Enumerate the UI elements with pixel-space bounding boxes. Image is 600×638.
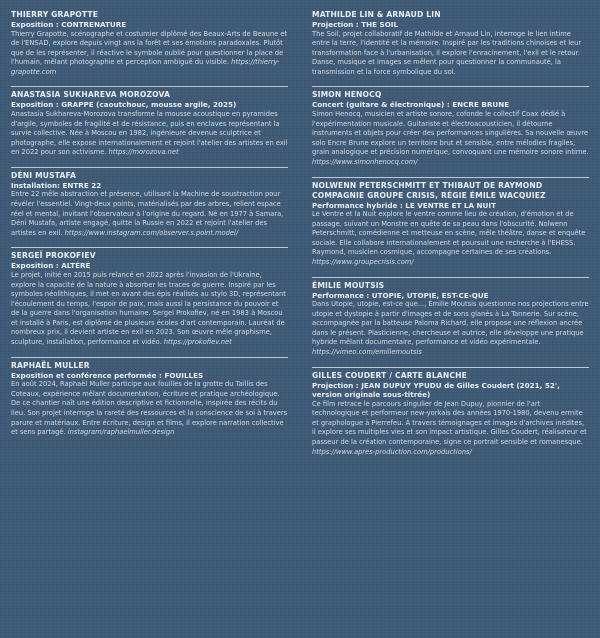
artist-entry [312, 367, 589, 458]
event-subtitle [312, 381, 589, 400]
event-details: (caoutchouc, mousse argile, 2025) [93, 100, 237, 110]
event-title: LE VENTRE ET LA NUIT [405, 200, 496, 210]
artist-entry [312, 86, 589, 167]
artist-description [312, 300, 589, 358]
event-subtitle [11, 371, 288, 381]
artist-entry [11, 357, 288, 438]
event-subtitle [11, 100, 288, 110]
artist-name: DÉNI MUSTAFA [11, 170, 76, 180]
event-subtitle [312, 201, 589, 211]
artist-entry [312, 177, 589, 268]
description-text: Simon Henocq, musicien et artiste sonore, cofonde le collectif Coax dédié à l'expérimentation musicale. Guitariste et électroacousticien, il détourne instruments et objets pour créer des performances singulières. Sa nouvelle œuvre solo Encre Brune explore un territoire brut et sensible, entre mélodies fragiles, grain analogique et précision numérique, convoquant une mémoire sonore intime. [312, 109, 589, 157]
event-type: Performance hybride : [312, 200, 406, 210]
event-title: ENCRE BRUNE [452, 100, 510, 110]
event-title: UTOPIE, UTOPIE, EST-CE-QUE [371, 290, 489, 300]
event-type: Exposition : [11, 100, 62, 110]
artist-entry [11, 10, 288, 77]
artist-name: SIMON HENOCQ [312, 90, 382, 100]
artist-name: THIERRY GRAPOTTE [11, 10, 99, 19]
event-type: Projection : [312, 380, 362, 390]
right-column [312, 10, 589, 638]
website-link[interactable]: instagram/raphaelmuller.design [67, 428, 175, 437]
website-link[interactable]: https://www.apres-production.com/productions/ [312, 447, 472, 456]
artist-entry [11, 247, 288, 347]
website-link[interactable]: https://www.groupecrisis.com/ [312, 258, 414, 266]
event-subtitle [11, 261, 288, 271]
event-title: THE SOIL [361, 20, 399, 29]
artist-description [11, 271, 288, 348]
artist-description [11, 380, 288, 438]
event-type: Exposition : [11, 261, 62, 271]
website-link[interactable]: https://prokofiev.net [163, 338, 232, 347]
description-text: Anastasia Sukhareva-Morozova transforme la mousse acoustique en pyramides d'argile, symboles de fragilité et de résistance, puis en enclaves représentant la survie collective. Née à Moscou en 1982, ingénieure devenue sculptrice et photographe, elle expose internationalement et rejoint l'atelier des artistes en exil en 2022 pour son activisme. [11, 109, 288, 157]
event-title: CONTRENATURE [61, 20, 127, 29]
artist-description [11, 30, 288, 78]
artist-entry [312, 277, 589, 358]
event-type: Performance : [312, 290, 372, 300]
artist-name: RAPHAËL MULLER [11, 360, 90, 370]
description-text: Ce film retrace le parcours singulier de Jean Dupuy, pionnier de l'art technologique et performeur new-yorkais des années 1970-1980, devenu ermite et graphologue à Pierrefeu. À travers témoignages et images d'archives inédites, il explore ses multiples vies et son impact artistique. Gilles Coudert, réalisateur et passeur de la création contemporaine, signe ce portrait sensible et romanesque. [312, 399, 587, 447]
website-link[interactable]: https://thierry-grapotte.com [11, 58, 280, 76]
artist-entry [312, 10, 589, 77]
artist-name: NOLWENN PETERSCHMITT ET THIBAUT DE RAYMOND COMPAGNIE GROUPE CRISIS, RÉGIE ÉMILE WACQUIEZ [312, 180, 546, 200]
event-title: GRAPPE [61, 100, 94, 110]
event-subtitle [312, 291, 589, 301]
event-type: Concert (guitare & électronique) : [312, 100, 453, 110]
event-subtitle [11, 20, 288, 30]
event-type: Projection : [312, 20, 362, 29]
artist-description [11, 110, 288, 158]
event-type: Exposition : [11, 20, 62, 29]
artist-name: SERGEÏ PROKOFIEV [11, 251, 96, 261]
event-subtitle [312, 20, 589, 30]
artist-description [312, 110, 589, 168]
description-text: The Soil, projet collaboratif de Mathilde et Arnaud Lin, interroge le lien intime entre la terre, l'identité et la mémoire. Inspiré par les traditions chinoises et leur transformation face à l'urbanisation, il explore l'enracinement, l'exil et le retour. Danse, musique et images se mêlent pour questionner la communauté, la transmission et la force symbolique du sol. [312, 29, 582, 76]
description-text: Le projet, initié en 2015 puis relancé en 2022 après l'invasion de l'Ukraine, explore la capacité de la nature à absorber les traces de guerre. Inspiré par les symboles néolithiques, il met en avant des épis réalisés au stylo 3D, représentant l'écoulement du temps, l'espoir de paix, mais aussi la persistance du pouvoir et de la guerre dans l'organisation humaine. Sergei Prokofiev, né en 1983 à Moscou et installé à Paris, est diplômé de plusieurs écoles d'art contemporain. Lauréat de nombreux prix, il devient artiste en exil en 2023. Son œuvre mêle graphisme, sculpture, installation, performance et vidéo. [11, 270, 286, 347]
artist-description [312, 210, 589, 268]
description-text: En août 2024, Raphaël Muller participe aux fouilles de la grotte du Taillis des Coteaux, expérience mêlant documentation, écriture et pratique archéologique. De ce chantier naît une édition descriptive et fictionnelle, inspirée des récits du lieu. Son projet interroge la rareté des ressources et la conscience de soi à travers parure et matériaux. Entre écriture, design et films, il explore narration collective et sens partagé. [11, 380, 288, 437]
left-column [11, 10, 288, 638]
event-title: JEAN DUPUY YPUDU de Gilles Coudert (2021, 52', version originale sous-titrée) [312, 380, 560, 400]
description-text: Thierry Grapotte, scénographe et costumier diplômé des Beaux-Arts de Beaune et de l'ENSAD, explore depuis vingt ans la forêt et ses émotions paradoxales. Plutôt que de les représenter, il réactive le symbole oublié pour questionner la place de l'humain, mêlant photographie et perception ambiguë du visible. [11, 29, 288, 67]
event-title: ALTÉRÉ [61, 261, 91, 271]
artist-description [312, 400, 589, 458]
event-type: Installation: [11, 180, 63, 190]
event-title: ENTRE 22 [62, 180, 102, 190]
event-subtitle [312, 100, 589, 110]
description-text: Le Ventre et la Nuit explore le ventre comme lieu de création, d'émotion et de passage, suivant un Monstre en quête de sa peau dans l'obscurité. Nolwenn Peterschmitt, comédienne et metteuse en scène, mêle théâtre, danse et enquête sociale. Elle collabore internationalement et poursuit une recherche à l'EHESS. Raymond, musicien cosmique, accompagne certaines de ses créations. [312, 210, 586, 257]
artist-entry [11, 86, 288, 157]
artist-name: MATHILDE LIN & ARNAUD LIN [312, 10, 441, 19]
website-link[interactable]: https://www.instagram.com/observer.s.point.model/ [64, 228, 239, 237]
website-link[interactable]: https://morozova.net [108, 148, 179, 157]
artist-description [11, 190, 288, 238]
event-subtitle [11, 181, 288, 191]
description-text: Dans Utopie, utopie, est-ce que..., Émilie Moutsis questionne nos projections entre utopie et dystopie à partir d'images et de sons glanés à La Tannerie. Sur scène, accompagnée par la batteuse Paloma Richard, elle propose une réflexion ancrée dans le présent. Plasticienne, chercheuse et autrice, elle développe une pratique hybride mêlant documentaire, performance et vidéo expérimentale. [312, 300, 589, 347]
event-type: Exposition et conférence performée : [11, 370, 165, 380]
artist-name: ÉMILIE MOUTSIS [312, 280, 385, 290]
artist-description [312, 30, 589, 78]
artist-name: ANASTASIA SUKHAREVA MOROZOVA [11, 90, 171, 100]
artist-entry [11, 167, 288, 238]
website-link[interactable]: https://www.simonhenocq.com/ [312, 157, 418, 166]
description-text: Entre 22 mêle abstraction et présence, utilisant la Machine de soustraction pour révéler l'essentiel. Vingt-deux points, matérialisés par des arbres, relient espace réel et mental, invitant l'observateur à l'origine du regard. Né en 1977 à Samara, Déni Mustafa, artiste engagé, quitte la Russie en 2022 et rejoint l'atelier des artistes en exil. [11, 190, 284, 237]
website-link[interactable]: https://vimeo.com/emiliemoutsis [312, 348, 422, 357]
artist-name: GILLES COUDERT / CARTE BLANCHE [312, 370, 467, 380]
event-title: FOUILLES [164, 370, 204, 380]
